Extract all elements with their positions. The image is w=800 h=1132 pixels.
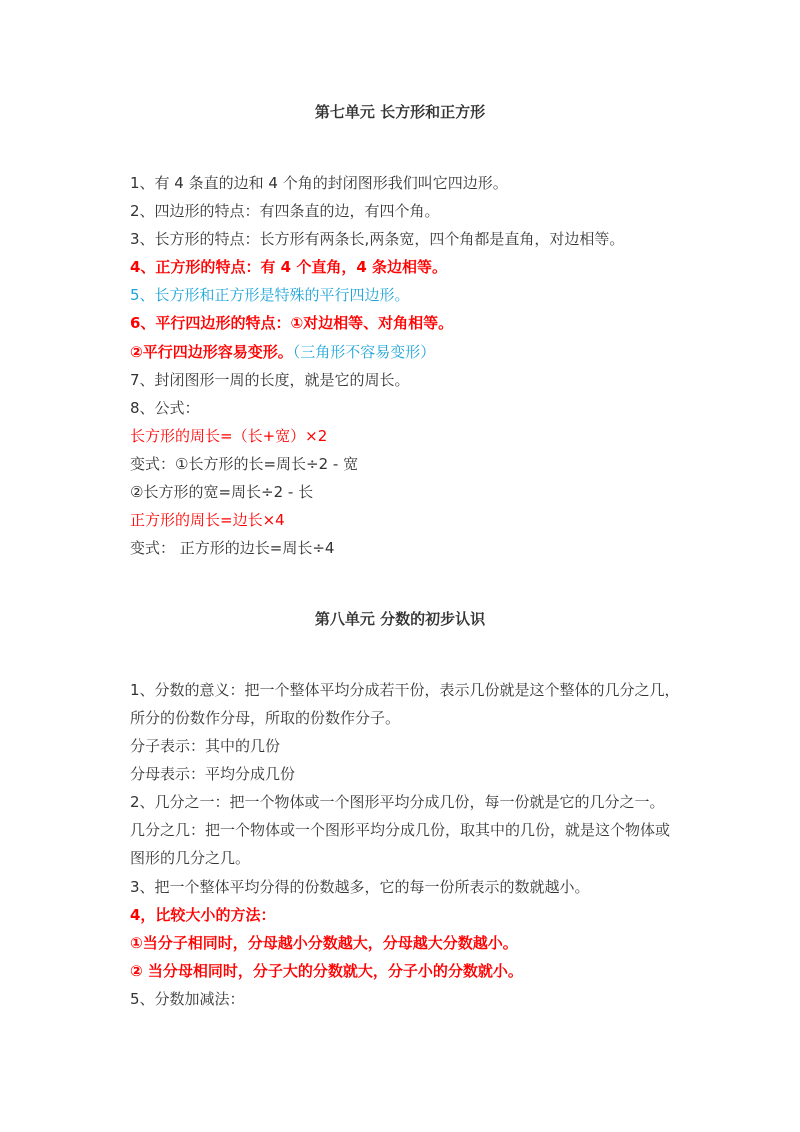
unit8-line-9: 4，比较大小的方法： — [130, 906, 276, 924]
unit7-line-5: 5、长方形和正方形是特殊的平行四边形。 — [130, 286, 410, 304]
formula-rect-perimeter: 长方形的周长=（长+宽）×2 — [130, 427, 328, 445]
unit8-line-7: 图形的几分之几。 — [130, 849, 251, 867]
unit7-line-8: 7、封闭图形一周的长度，就是它的周长。 — [130, 371, 410, 389]
unit8-line-11: ② 当分母相同时，分子大的分数就大，分子小的分数就小。 — [130, 962, 523, 980]
unit7-title: 第七单元 长方形和正方形 — [314, 103, 486, 121]
unit8-line-12: 5、分数加减法： — [130, 990, 245, 1008]
unit7-line-3: 3、长方形的特点：长方形有两条长,两条宽，四个角都是直角，对边相等。 — [130, 230, 625, 248]
unit8-line-2: 所分的份数作分母，所取的份数作分子。 — [130, 709, 401, 727]
unit7-line-1: 1、有 4 条直的边和 4 个角的封闭图形我们叫它四边形。 — [130, 174, 508, 192]
unit8-line-8: 3、把一个整体平均分得的份数越多，它的每一份所表示的数就越小。 — [130, 878, 590, 896]
unit8-line-3: 分子表示：其中的几份 — [130, 737, 281, 755]
unit7-line-6: 6、平行四边形的特点：①对边相等、对角相等。 — [130, 314, 454, 332]
unit7-line-2: 2、四边形的特点：有四条直的边，有四个角。 — [130, 202, 440, 220]
unit8-line-4: 分母表示：平均分成几份 — [130, 765, 296, 783]
formula-variant-length: 变式：①长方形的长=周长÷2 - 宽 — [130, 455, 359, 473]
formula-variant-width: ②长方形的宽=周长÷2 - 长 — [130, 483, 314, 501]
unit8-line-5: 2、几分之一：把一个物体或一个图形平均分成几份，每一份就是它的几分之一。 — [130, 793, 665, 811]
unit7-line-7-blue: （三角形不容易变形） — [292, 343, 436, 361]
unit8-line-1: 1、分数的意义：把一个整体平均分成若干份，表示几份就是这个整体的几分之几， — [130, 681, 680, 699]
unit8-line-10: ①当分子相同时，分母越小分数越大，分母越大分数越小。 — [130, 934, 518, 952]
formula-variant-side: 变式： 正方形的边长=周长÷4 — [130, 539, 335, 557]
formula-square-perimeter: 正方形的周长=边长×4 — [130, 511, 285, 529]
unit8-title: 第八单元 分数的初步认识 — [314, 610, 486, 628]
unit7-line-7-red: ②平行四边形容易变形。 — [130, 343, 293, 361]
unit8-line-6: 几分之几：把一个物体或一个图形平均分成几份，取其中的几份，就是这个物体或 — [130, 821, 671, 839]
unit7-line-4: 4、正方形的特点：有 4 个直角，4 条边相等。 — [130, 258, 447, 276]
unit7-line-9: 8、公式： — [130, 399, 200, 417]
unit7-line-7 — [130, 342, 435, 362]
